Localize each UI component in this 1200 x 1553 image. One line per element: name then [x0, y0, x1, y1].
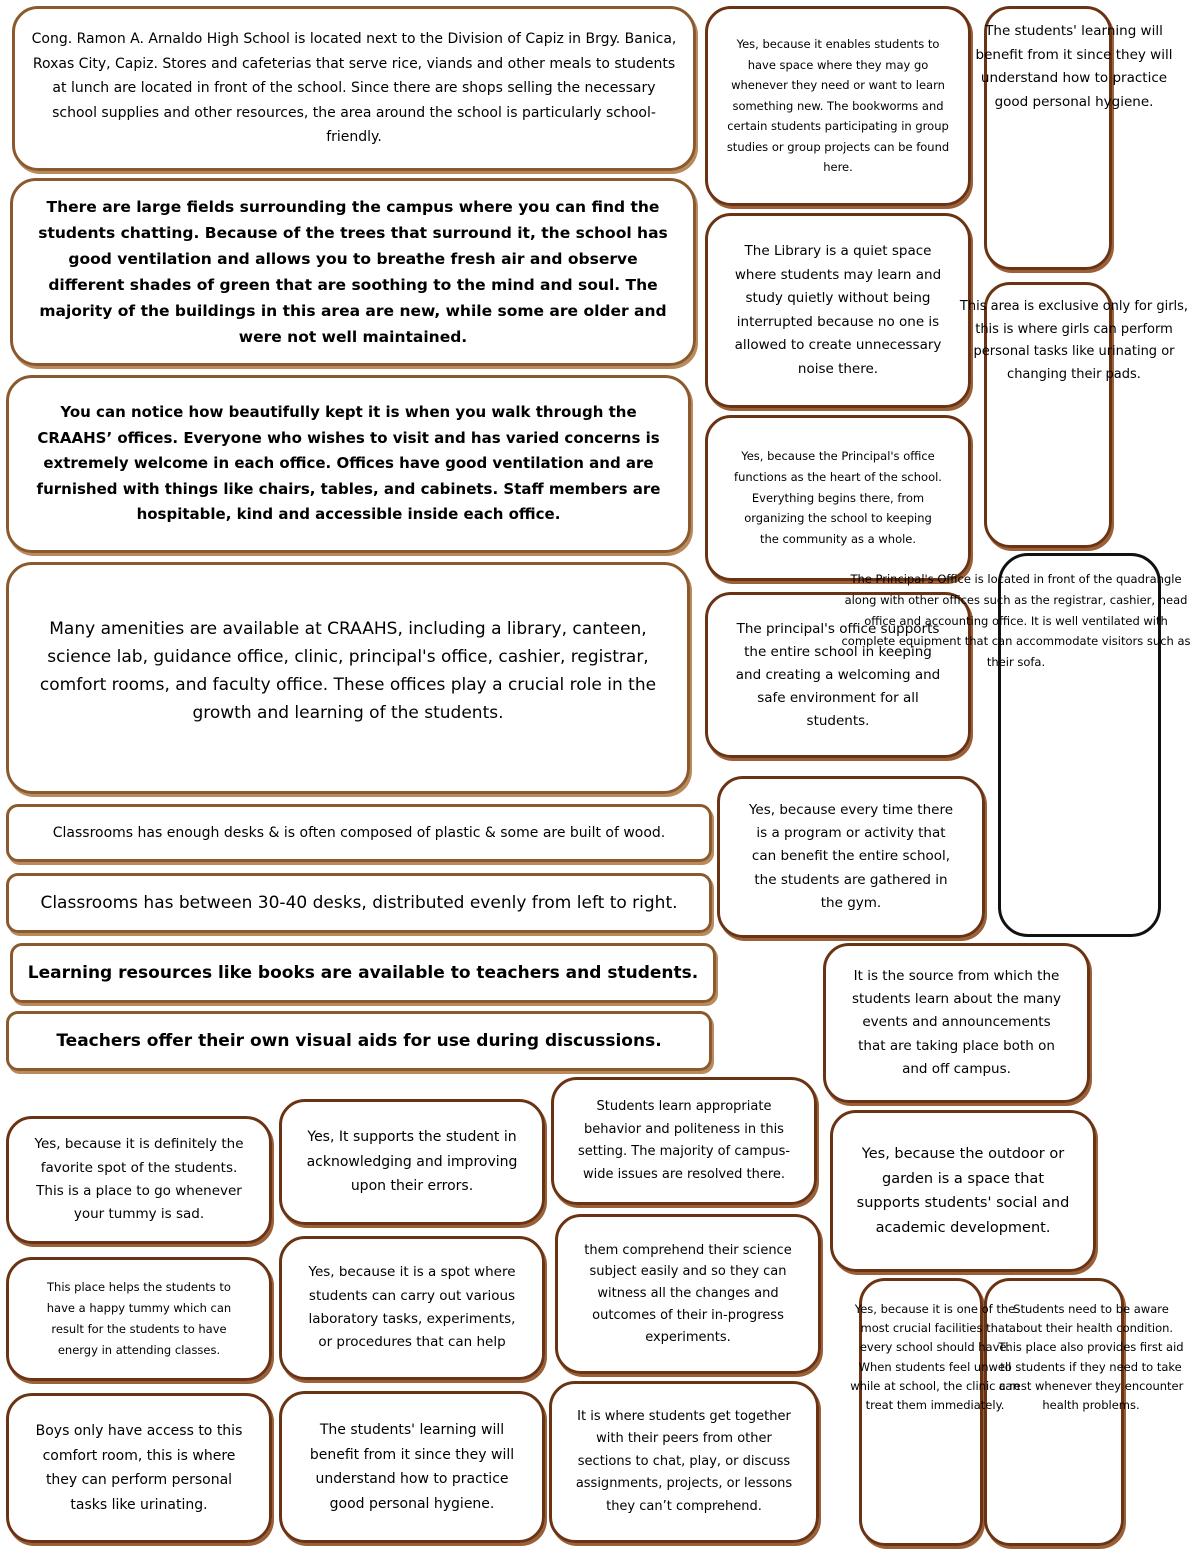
guidance-behavior-box [551, 1077, 817, 1205]
hygiene-bottom-box [279, 1391, 545, 1543]
canteen-energy-text: This place helps the students to have a happy tummy which can result for the students to have energy in attending classes. [46, 1280, 232, 1357]
visual-aids-box [6, 1011, 712, 1071]
learning-resources-box [10, 943, 716, 1003]
canteen-yes-text: Yes, because it is definitely the favorite spot of the students. This is a place to go whenever your tummy is sad. [34, 1136, 244, 1223]
garden-yes-text: Yes, because the outdoor or garden is a space that supports students' social and academic development. [856, 1146, 1070, 1236]
principal-supports-text: The principal's office supports the entire school in keeping and creating a welcoming and safe environment for all students. [735, 620, 941, 729]
classroom-desks-material-box [6, 804, 712, 862]
offices-box [6, 375, 691, 553]
guidance-yes-box [279, 1099, 545, 1225]
principal-location-text: The Principal's Office is located in front of the quadrangle along with other offices such as the registrar, cashier, head office and accounting office. It is well ventilated with complete equipment that can accommodate visitors such as their sofa. [841, 572, 1191, 670]
classroom-desks-count-box [6, 873, 712, 933]
guidance-behavior-text: Students learn appropriate behavior and politeness in this setting. The majority of campus-wide issues are resolved there. [577, 1099, 791, 1182]
clinic-aware-text: Students need to be aware about their health condition. This place also provides first aid to students if they need to take a rest whenever they encounter health problems. [998, 1302, 1184, 1413]
clinic-yes-text: Yes, because it is one of the most crucial facilities that every school should have. When students feel unwell while at school, the clinic can treat them immediately. [850, 1302, 1020, 1413]
school-location-text: Cong. Ramon A. Arnaldo High School is located next to the Division of Capiz in Brgy. Banica, Roxas City, Capiz. Stores and cafeterias that serve rice, viands and other meals to students at lunch are located in front of the school. Since there are shops selling the necessary school supplies and other resources, the area around the school is particularly school-friendly. [31, 31, 677, 146]
lab-yes-box [279, 1236, 545, 1380]
lab-yes-text: Yes, because it is a spot where students can carry out various laboratory tasks, experiments, or procedures that can help [308, 1264, 516, 1351]
hygiene-top-text: The students' learning will benefit from it since they will understand how to practice good personal hygiene. [975, 23, 1173, 110]
principal-yes-box [705, 415, 971, 581]
library-yes-box [705, 6, 971, 206]
hygiene-bottom-text: The students' learning will benefit from it since they will understand how to practice good personal hygiene. [309, 1422, 515, 1512]
classroom-desks-material-text: Classrooms has enough desks & is often composed of plastic & some are built of wood. [52, 825, 666, 841]
boys-cr-text: Boys only have access to this comfort room, this is where they can perform personal tasks like urinating. [35, 1423, 243, 1513]
school-location-box [12, 6, 696, 171]
bulletin-box [823, 943, 1090, 1103]
learning-resources-text: Learning resources like books are available to teachers and students. [27, 963, 699, 983]
boys-cr-box [6, 1393, 272, 1543]
hangout-box [549, 1381, 819, 1543]
visual-aids-text: Teachers offer their own visual aids for use during discussions. [56, 1031, 662, 1051]
offices-text: You can notice how beautifully kept it is when you walk through the CRAAHS’ offices. Everyone who wishes to visit and has varied concerns is extremely welcome in each office. Offices have good ventilation and are furnished with things like chairs, tables, and cabinets. Staff members are hospitable, kind and accessible inside each office. [36, 403, 661, 524]
classroom-desks-count-text: Classrooms has between 30-40 desks, distributed evenly from left to right. [40, 893, 678, 913]
principal-yes-text: Yes, because the Principal's office functions as the heart of the school. Everything begins there, from organizing the school to keeping the community as a whole. [734, 449, 942, 547]
bulletin-text: It is the source from which the students learn about the many events and announcements that are taking place both on and off campus. [851, 967, 1062, 1077]
lab-continue-text: them comprehend their science subject easily and so they can witness all the changes and outcomes of their in-progress experiments. [584, 1242, 792, 1345]
library-quiet-text: The Library is a quiet space where students may learn and study quietly without being interrupted because no one is allowed to create unnecessary noise there. [734, 243, 942, 377]
fields-box [10, 178, 696, 366]
garden-yes-box [830, 1110, 1096, 1272]
library-yes-text: Yes, because it enables students to have space where they may go whenever they need or want to learn something new. The bookworms and certain students participating in group studies or group projects can be found here. [726, 37, 950, 175]
library-quiet-box [705, 213, 971, 408]
canteen-yes-box [6, 1116, 272, 1244]
gym-yes-text: Yes, because every time there is a program or activity that can benefit the entire school, the students are gathered in the gym. [748, 801, 954, 911]
hangout-text: It is where students get together with their peers from other sections to chat, play, or discuss assignments, projects, or lessons they can’t comprehend. [575, 1408, 793, 1514]
canteen-energy-box [6, 1257, 272, 1381]
amenities-text: Many amenities are available at CRAAHS, including a library, canteen, science lab, guidance office, clinic, principal's office, cashier, registrar, comfort rooms, and faculty office. These offices play a crucial role in the growth and learning of the students. [39, 619, 657, 723]
girls-cr-text: This area is exclusive only for girls, this is where girls can perform personal tasks like urinating or changing their pads. [959, 299, 1189, 382]
fields-text: There are large fields surrounding the campus where you can find the students chatting. Because of the trees that surround it, the school has good ventilation and allows you to breathe fresh air and observe different shades of green that are soothing to the mind and soul. The majority of the buildings in this area are new, while some are older and were not well maintained. [38, 198, 668, 346]
lab-continue-box [555, 1214, 821, 1374]
guidance-yes-text: Yes, It supports the student in acknowledging and improving upon their errors. [306, 1129, 518, 1195]
amenities-box [6, 562, 690, 794]
gym-yes-box [717, 776, 985, 938]
